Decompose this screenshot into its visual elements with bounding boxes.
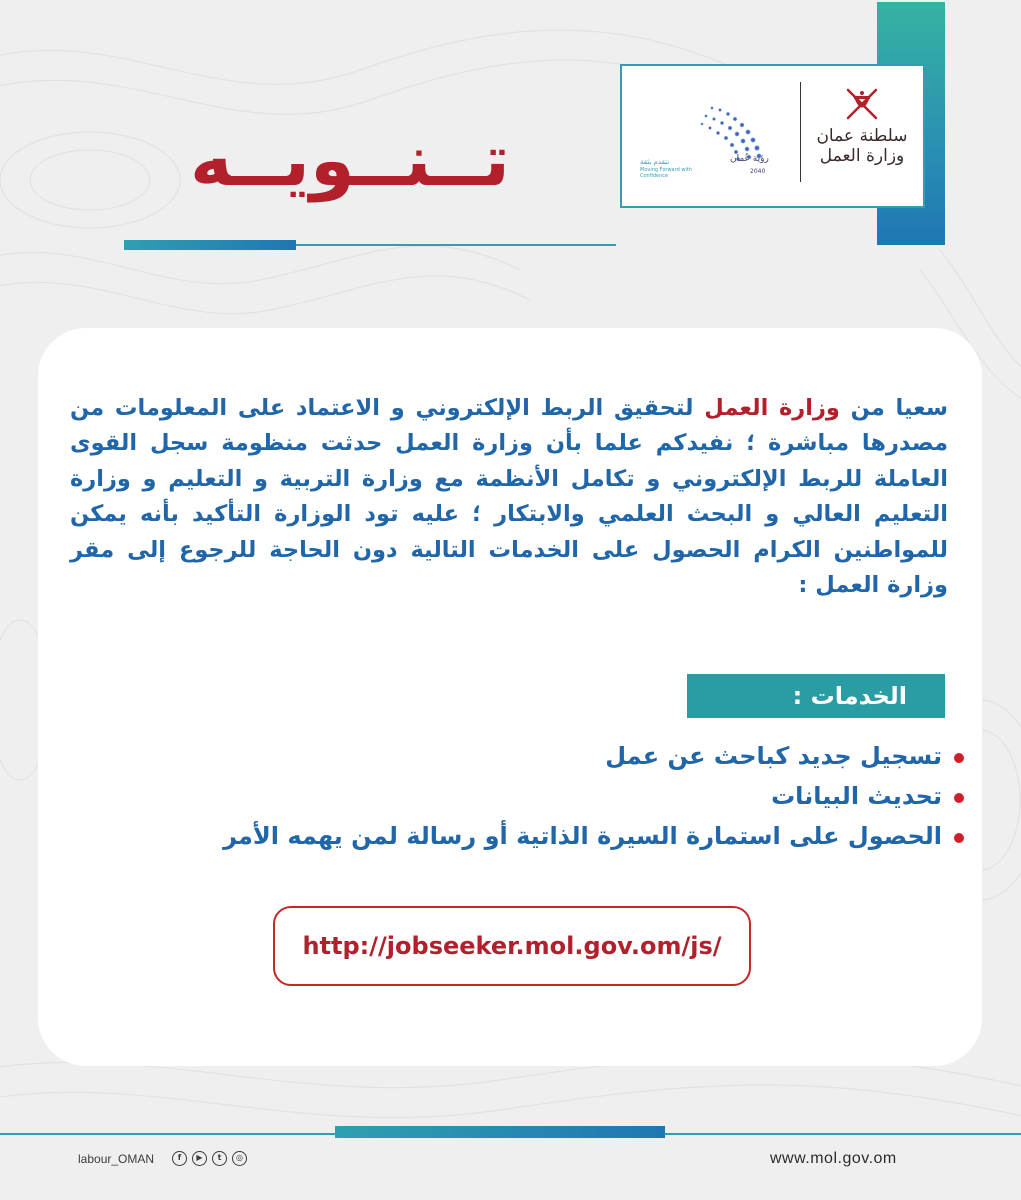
title-underline-thick (124, 240, 296, 250)
intro-part1: سعيا من (839, 394, 949, 421)
facebook-icon[interactable]: f (172, 1151, 187, 1166)
twitter-icon[interactable]: t (212, 1151, 227, 1166)
vision-name: رؤية عُمان (730, 154, 769, 164)
ministry-name-line2: وزارة العمل (819, 146, 905, 166)
logo-divider (800, 82, 801, 182)
ministry-name (812, 126, 912, 166)
notice-card (38, 328, 982, 1066)
website-link[interactable]: www.mol.gov.om (770, 1150, 897, 1167)
instagram-icon[interactable]: ◎ (232, 1151, 247, 1166)
vision-year: 2040 (750, 168, 766, 175)
title-underline-thin (296, 244, 616, 246)
intro-paragraph (70, 391, 948, 604)
service-item-label: تسجيل جديد كباحث عن عمل (605, 742, 942, 770)
vision-tagline-en: Moving Forward with Confidence (640, 167, 692, 179)
service-item-label: الحصول على استمارة السيرة الذاتية أو رسالة لمن يهمه الأمر (223, 822, 942, 850)
services-header: الخدمات : (687, 674, 945, 718)
intro-part2: لتحقيق الربط الإلكتروني و الاعتماد على المعلومات من مصدرها مباشرة ؛ نفيدكم علما بأن وزارة العمل حدثت منظومة سجل القوى العاملة للربط الإلكتروني و تكامل الأنظمة مع وزارة التربية و التعليم و وزارة التعليم العالي و البحث العلمي والابتكار ؛ عليه تود الوزارة التأكيد بأنه يمكن للمواطنين الكرام الحصول على الخدمات التالية دون الحاجة للرجوع إلى مقر وزارة العمل : (70, 394, 948, 598)
service-item-label: تحديث البيانات (771, 782, 942, 810)
social-icons (172, 1151, 247, 1166)
oman-emblem-icon (840, 84, 884, 124)
vision-tagline-ar: نتقدم بثقة (640, 158, 670, 166)
bullet-icon (954, 833, 964, 843)
footer-accent-bar (335, 1126, 665, 1138)
bullet-icon (954, 793, 964, 803)
ministry-name-line1: سلطنة عمان (816, 126, 908, 146)
bullet-icon (954, 753, 964, 763)
social-handle: labour_OMAN (78, 1152, 155, 1166)
services-list (78, 736, 964, 856)
service-item (78, 776, 964, 816)
youtube-icon[interactable]: ▶ (192, 1151, 207, 1166)
jobseeker-link[interactable]: http://jobseeker.mol.gov.om/js/ (273, 906, 751, 986)
ministry-highlight: وزارة العمل (704, 394, 840, 421)
service-item (78, 816, 964, 856)
page-title: تــنــويــه (190, 118, 510, 202)
ministry-logo-panel (620, 64, 925, 208)
service-item (78, 736, 964, 776)
